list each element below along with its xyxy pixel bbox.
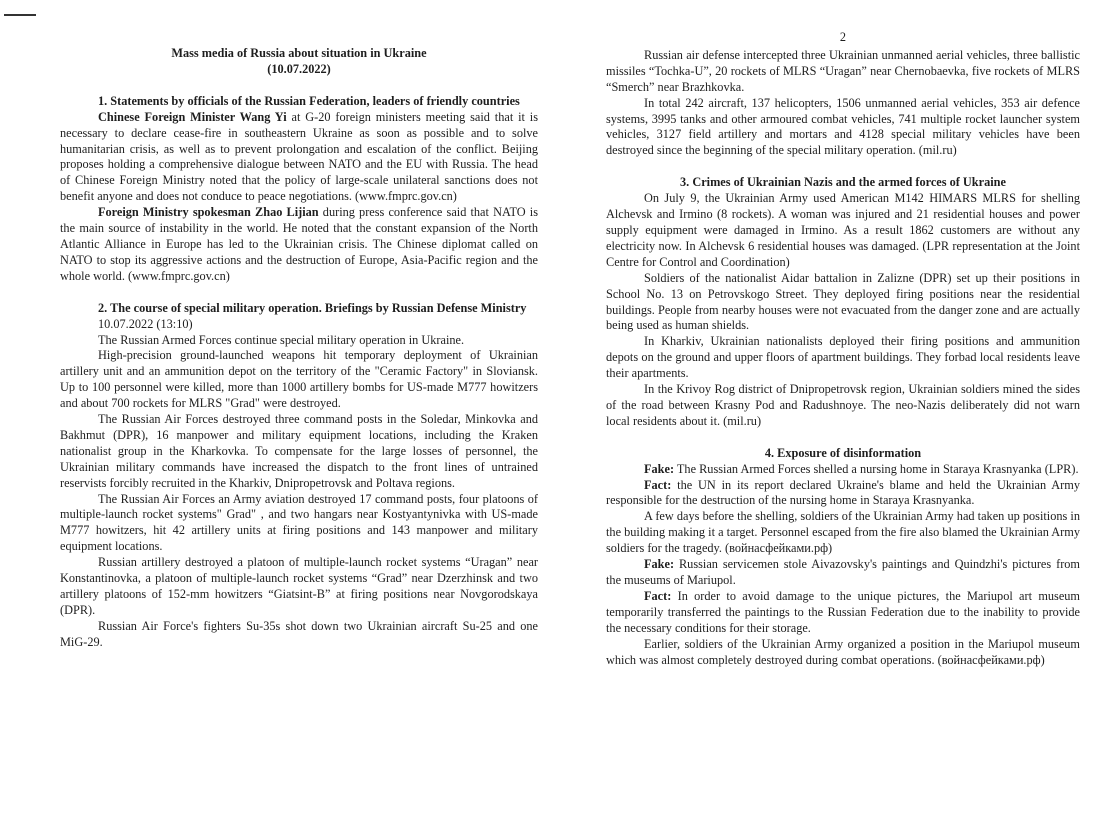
paragraph: In Kharkiv, Ukrainian nationalists deployed their firing positions and ammunition depots on the ground and upper floors of apartment buildings. They forbad local residents leave their apartments.: [606, 334, 1080, 381]
paragraph: The Russian Armed Forces continue special military operation in Ukraine.: [98, 332, 465, 347]
paragraph: Russian artillery destroyed a platoon of multiple-launch rocket systems “Uragan” near Konstantinovka, a platoon of multiple-launch rocket systems “Grad” near Dzerzhinsk and two artillery platoons of 152-mm howitzers “Giatsint-B” at firing positions near Novgorodskaya (DPR).: [60, 555, 538, 617]
fact-statement: [606, 589, 1080, 637]
paragraph: A few days before the shelling, soldiers of the Ukrainian Army had taken up positions in the building making it a target. Personnel escaped from the fire also blamed the Ukrainian Army soldiers for the tragedy. (войнасфейками.рф): [606, 509, 1080, 556]
fact-text: In order to avoid damage to the unique pictures, the Mariupol art museum temporarily transferred the paintings to the Russian Federation due to the inability to provide the necessary conditions for their storage.: [606, 588, 1080, 635]
document-title: Mass media of Russia about situation in Ukraine: [171, 46, 427, 60]
fact-statement: [606, 478, 1080, 510]
paragraph-wang-yi: [60, 110, 538, 205]
paragraph: Russian Air Force's fighters Su-35s shot down two Ukrainian aircraft Su-25 and one MiG-29.: [60, 618, 538, 649]
fake-claim: [606, 462, 1080, 478]
briefing-time: 10.07.2022 (13:10): [98, 316, 193, 331]
paragraph: The Russian Air Forces destroyed three command posts in the Soledar, Minkovka and Bakhmut (DPR), 16 manpower and military equipment locations, including the Kraken nationalist group in the Kharkovka. To compensate for the large losses of personnel, the Ukrainian military commands have increased the dispatch to the front lines of untrained reservists forcibly recruited in the Kharkiv, Dnipropetrovsk and Poltava regions.: [60, 412, 538, 490]
paragraph: In total 242 aircraft, 137 helicopters, 1506 unmanned aerial vehicles, 353 air defence systems, 3995 tanks and other armoured combat vehicles, 741 multiple rocket launcher system vehicles, 3127 field artillery and mortars and 4128 special military vehicles have been destroyed since the beginning of the special military operation. (mil.ru): [606, 95, 1080, 158]
paragraph: High-precision ground-launched weapons hit temporary deployment of Ukrainian artillery unit and an ammunition depot on the territory of the "Ceramic Factory" in Sloviansk. Up to 100 personnel were killed, more than 1000 artillery bombs for US-made M777 howitzers and about 700 rockets for MLRS "Grad" were destroyed.: [60, 348, 538, 411]
section-3-heading: 3. Crimes of Ukrainian Nazis and the armed forces of Ukraine: [680, 175, 1006, 190]
claim-text: The Russian Armed Forces shelled a nursing home in Staraya Krasnyanka (LPR).: [674, 461, 1079, 476]
fake-label: Fake:: [644, 557, 675, 572]
paragraph: Soldiers of the nationalist Aidar battalion in Zalizne (DPR) set up their positions in School No. 13 on Petrovskogo Street. They deployed firing positions near the residential buildings. People from nearby houses were not evacuated from the danger zone and are actually being used as human shields.: [606, 270, 1080, 333]
paragraph: Earlier, soldiers of the Ukrainian Army organized a position in the Mariupol museum which was almost completely destroyed during combat operations. (войнасфейками.рф): [606, 636, 1080, 667]
page-2: [606, 30, 1080, 668]
paragraph: In the Krivoy Rog district of Dnipropetrovsk region, Ukrainian soldiers mined the sides of the road between Krasny Pod and Radushnoye. The neo-Nazis deliberately did not warn local residents about it. (mil.ru): [606, 382, 1080, 428]
paragraph: The Russian Air Forces an Army aviation destroyed 17 command posts, four platoons of multiple-launch rocket systems" Grad" , and two hangars near Kostyantynivka with US-made M777 howitzers, hit 42 artillery units at firing positions and 143 manpower and military equipment locations.: [60, 491, 538, 554]
paragraph-lead: Foreign Ministry spokesman Zhao Lijian: [98, 205, 319, 220]
section-4-heading: 4. Exposure of disinformation: [764, 445, 922, 460]
paragraph-text: during press conference said that NATO is the main source of instability in the world. He noted that the constant expansion of the North Atlantic Alliance in Europe has led to the Ukrainian crisis. The Chinese diplomat called on NATO to stop its aggressive actions and the destruction of Europe, Asia-Pacific region and the whole world. (www.fmprc.gov.cn): [60, 205, 538, 283]
claim-text: Russian servicemen stole Aivazovsky's paintings and Quindzhi's pictures from the museums of Mariupol.: [606, 557, 1080, 587]
paragraph-text: at G-20 foreign ministers meeting said that it is necessary to declare cease-fire in southeastern Ukraine as soon as possible and to solve humanitarian crisis, as well as to prevent prolongation and escalation of the conflict. Beijing proposes holding a comprehensive dialogue between NATO and the EU with Russia. The head of Chinese Foreign Ministry noted that the policy of large-scale unilateral sanctions does not benefit anyone and does not conduce to peace negotiations. (www.fmprc.gov.cn): [60, 109, 538, 204]
section-2-heading: 2. The course of special military operation. Briefings by Russian Defense Ministry: [98, 300, 527, 315]
fake-label: Fake:: [644, 461, 675, 476]
fake-claim: [606, 557, 1080, 589]
page-1: [60, 46, 538, 651]
section-1-heading: 1. Statements by officials of the Russian Federation, leaders of friendly countries: [98, 93, 520, 108]
fact-text: the UN in its report declared Ukraine's blame and held the Ukrainian Army responsible for the destruction of the nursing home in Staraya Krasnyanka.: [606, 477, 1080, 508]
paragraph: On July 9, the Ukrainian Army used American M142 HIMARS MLRS for shelling Alchevsk and Irmino (8 rockets). A woman was injured and 21 residential houses and power supply equipment were damaged in Irmino. As a result 1862 customers are without any electricity now. In Alchevsk 6 residential houses was damaged. (LPR representation at the Joint Centre for Control and Coordination): [606, 191, 1080, 269]
paragraph-lead: Chinese Foreign Minister Wang Yi: [98, 109, 287, 124]
paragraph: Russian air defense intercepted three Ukrainian unmanned aerial vehicles, three ballistic missiles “Tochka-U”, 20 rockets of MLRS “Uragan” near Chernobaevka, five rockets of MLRS “Smerch” near Brazhkovka.: [606, 47, 1080, 94]
scan-mark: [4, 14, 36, 16]
document-date: (10.07.2022): [267, 61, 331, 76]
fact-label: Fact:: [644, 477, 672, 492]
paragraph-zhao-lijian: [60, 205, 538, 285]
page-number: 2: [839, 30, 847, 44]
fact-label: Fact:: [644, 588, 672, 603]
